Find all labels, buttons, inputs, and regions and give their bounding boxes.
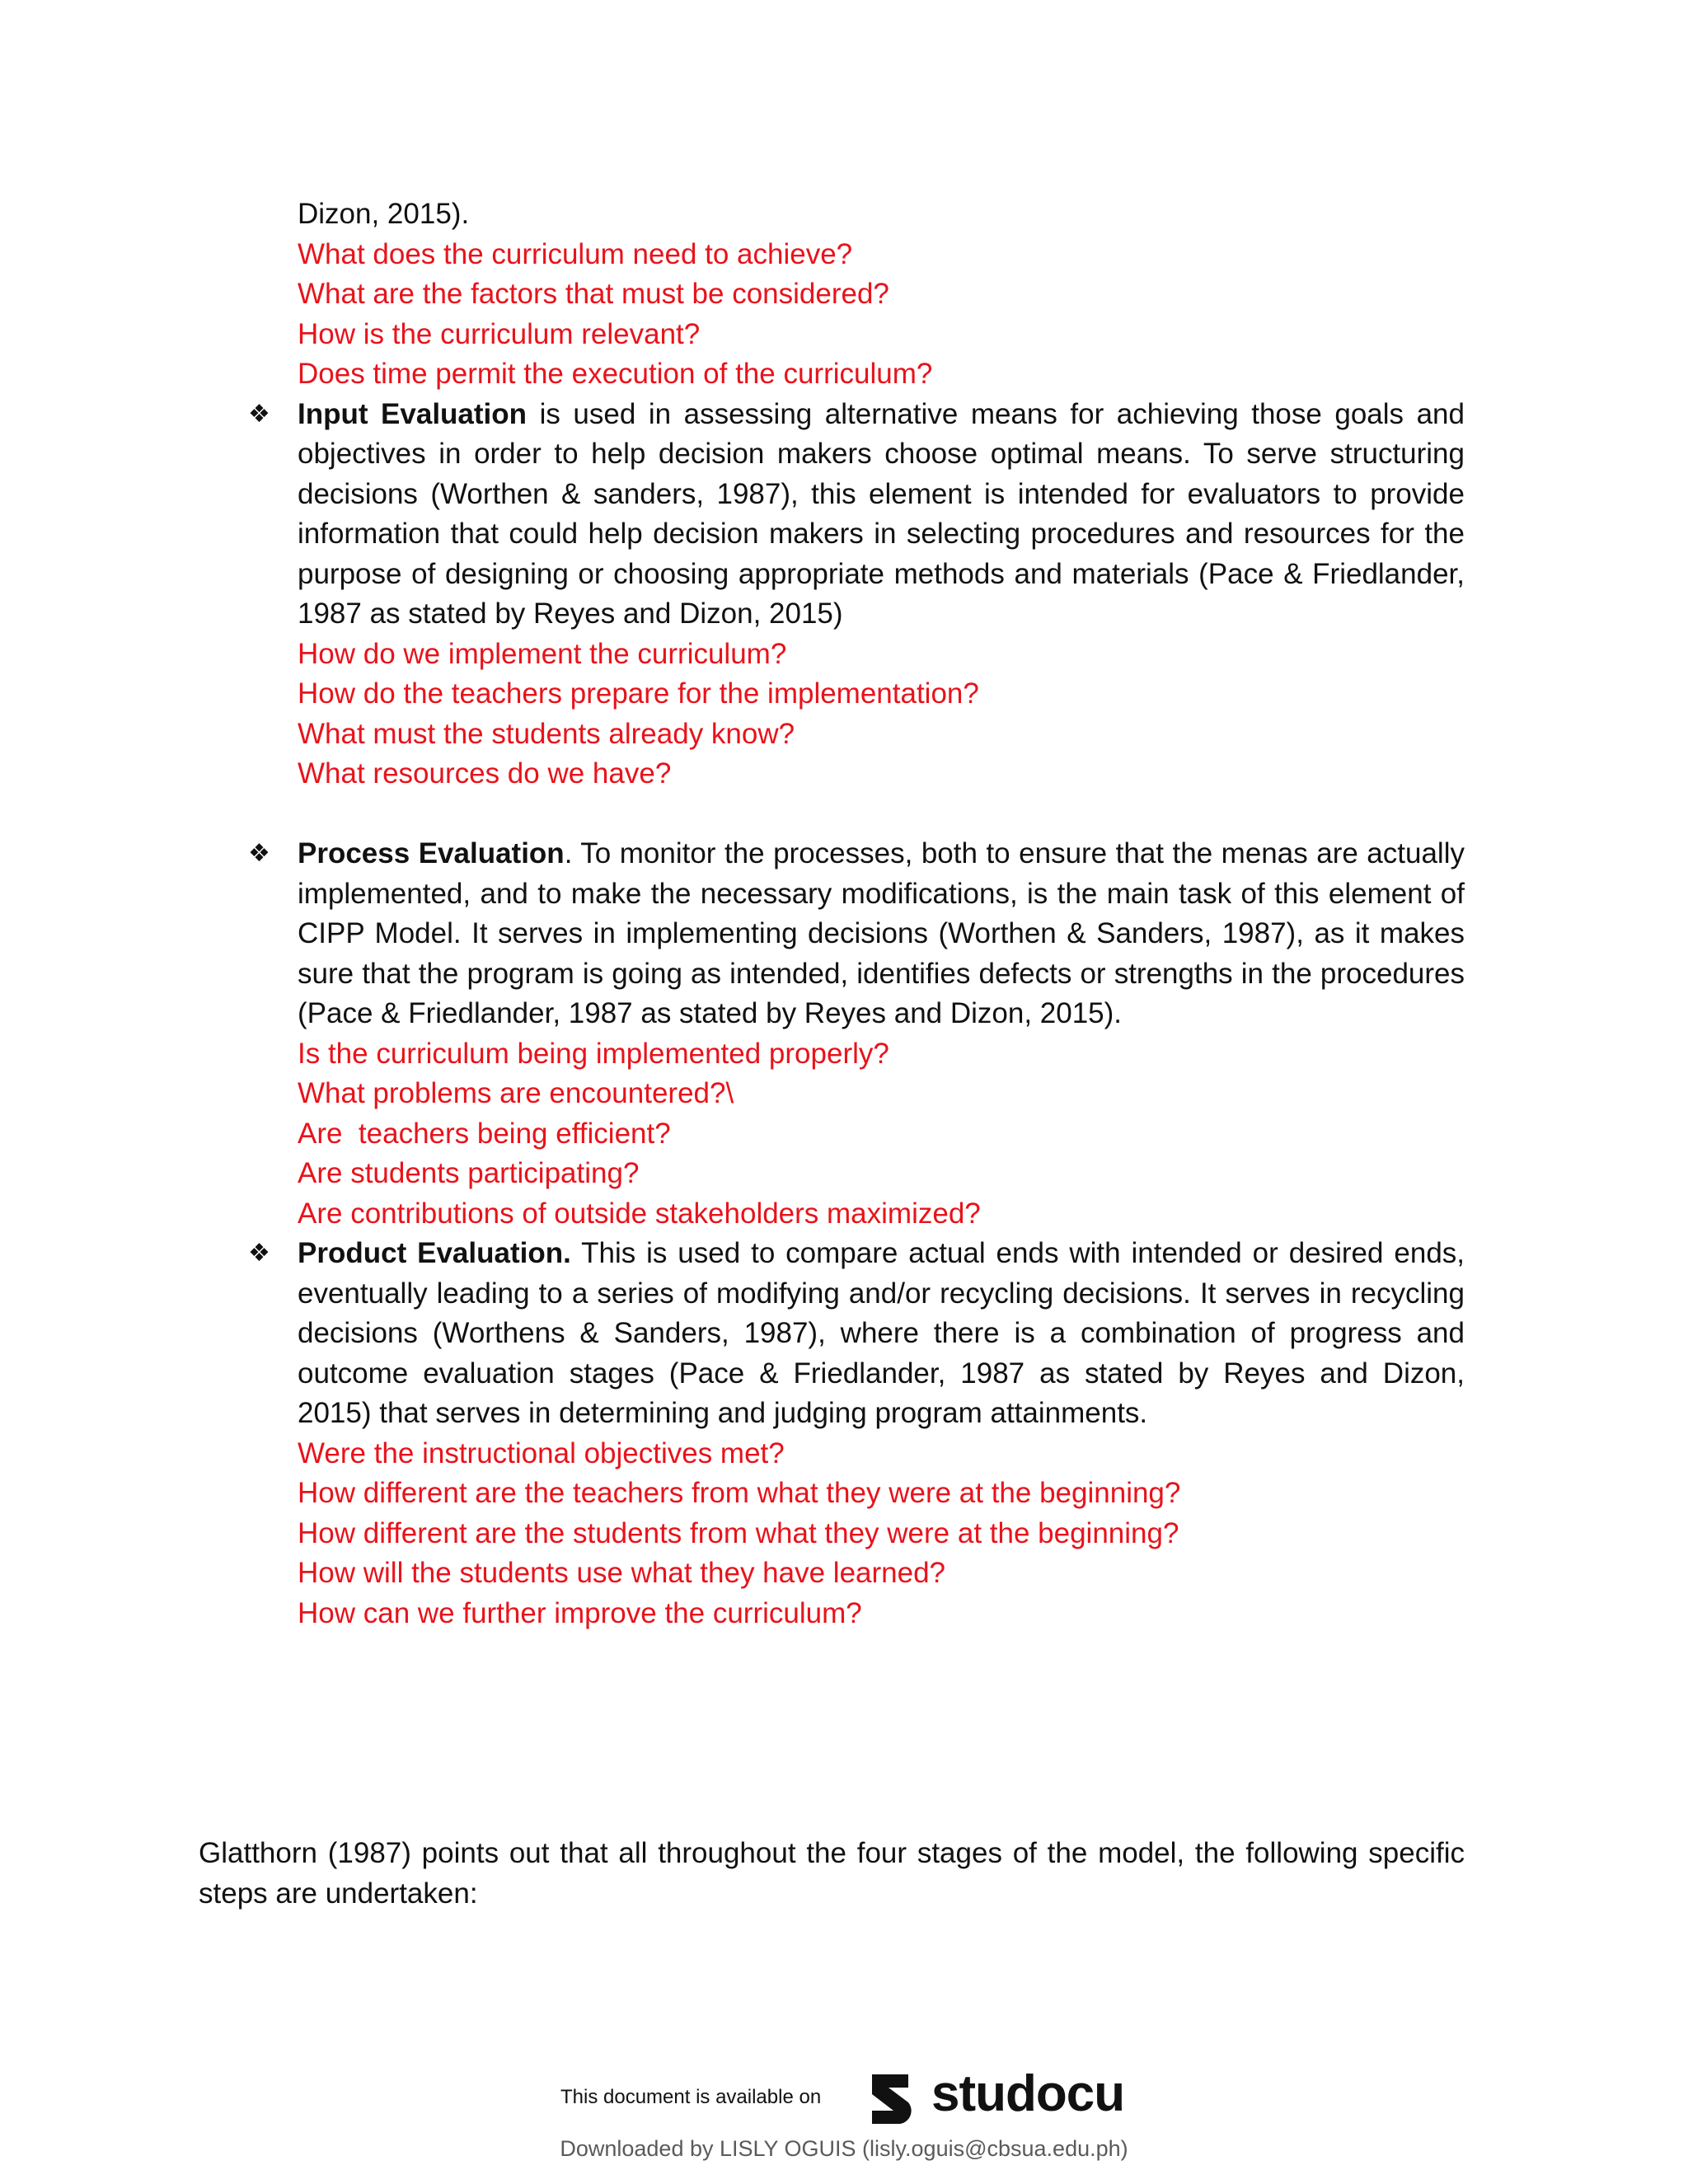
question: How different are the teachers from what they were at the beginning? — [298, 1477, 1181, 1509]
section-paragraph — [248, 834, 1465, 1034]
closing-paragraph: Glatthorn (1987) points out that all throughout the four stages of the model, the following specific steps are undertaken: — [199, 1837, 1465, 1910]
studocu-brand[interactable]: studocu — [931, 2065, 1125, 2122]
question: How is the curriculum relevant? — [298, 317, 701, 350]
section-term: Input Evaluation — [298, 397, 528, 430]
section-paragraph — [248, 395, 1465, 635]
diamond-bullet-icon: ❖ — [248, 1240, 270, 1267]
question: Are teachers being efficient? — [298, 1117, 671, 1150]
section-product-evaluation — [199, 1234, 1465, 1633]
question: How different are the students from what they were at the beginning? — [298, 1516, 1179, 1549]
question: How will the students use what they have learned? — [298, 1557, 946, 1589]
document-body — [199, 194, 1465, 1914]
diamond-bullet-icon: ❖ — [248, 400, 270, 428]
question: What are the factors that must be considered? — [298, 278, 889, 310]
question: What resources do we have? — [298, 757, 672, 790]
footer-banner — [0, 2063, 1688, 2132]
question: What problems are encountered?\ — [298, 1077, 734, 1109]
question: What must the students already know? — [298, 717, 795, 750]
section-text: This is used to compare actual ends with intended or desired ends, eventually leading to a series of modifying and/or recycling decisions. It serves in recycling decisions (Worthens & Sanders, 1987), where there is a combination of progress and outcome evaluation stages (Pace & Friedlander, 1987 as stated by Reyes and Dizon, 2015) that serves in determining and judging program attainments. — [298, 1237, 1465, 1429]
intro-fragment: Dizon, 2015). — [298, 198, 470, 230]
section-text: is used in assessing alternative means for achieving those goals and objectives in order to help decision makers choose optimal means. To serve structuring decisions (Worthen & sanders, 1987), this element is intended for evaluators to provide information that could help decision makers in selecting procedures and resources for the purpose of designing or choosing appropriate methods and materials (Pace & Friedlander, 1987 as stated by Reyes and Dizon, 2015) — [298, 397, 1465, 630]
question: How do we implement the curriculum? — [298, 637, 787, 670]
studocu-logo-icon[interactable] — [860, 2063, 926, 2129]
question: Does time permit the execution of the curriculum? — [298, 358, 933, 390]
question: How can we further improve the curriculum? — [298, 1596, 862, 1629]
spacer — [199, 1633, 1465, 1834]
diamond-bullet-icon: ❖ — [248, 840, 270, 867]
question: Is the curriculum being implemented properly? — [298, 1037, 889, 1070]
available-text: This document is available on — [560, 2086, 822, 2108]
downloaded-by: Downloaded by LISLY OGUIS (lisly.oguis@cbsua.edu.ph) — [560, 2136, 1128, 2161]
question: What does the curriculum need to achieve? — [298, 237, 853, 270]
section-paragraph — [248, 1234, 1465, 1434]
question: Are students participating? — [298, 1157, 640, 1189]
section-text: . To monitor the processes, both to ensure that the menas are actually implemented, and to make the necessary modifications, is the main task of this element of CIPP Model. It serves in implementing decisions (Worthen & Sanders, 1987), as it makes sure that the program is going as intended, identifies defects or strengths in the procedures (Pace & Friedlander, 1987 as stated by Reyes and Dizon, 2015). — [298, 837, 1465, 1029]
section-input-evaluation — [199, 395, 1465, 794]
section-term: Process Evaluation — [298, 837, 565, 869]
question: Were the instructional objectives met? — [298, 1436, 785, 1469]
section-term: Product Evaluation. — [298, 1237, 571, 1269]
section-process-evaluation — [199, 834, 1465, 1234]
spacer — [199, 794, 1465, 835]
intro-block — [199, 194, 1465, 395]
question: Are contributions of outside stakeholders maximized? — [298, 1197, 981, 1230]
question: How do the teachers prepare for the implementation? — [298, 677, 979, 710]
